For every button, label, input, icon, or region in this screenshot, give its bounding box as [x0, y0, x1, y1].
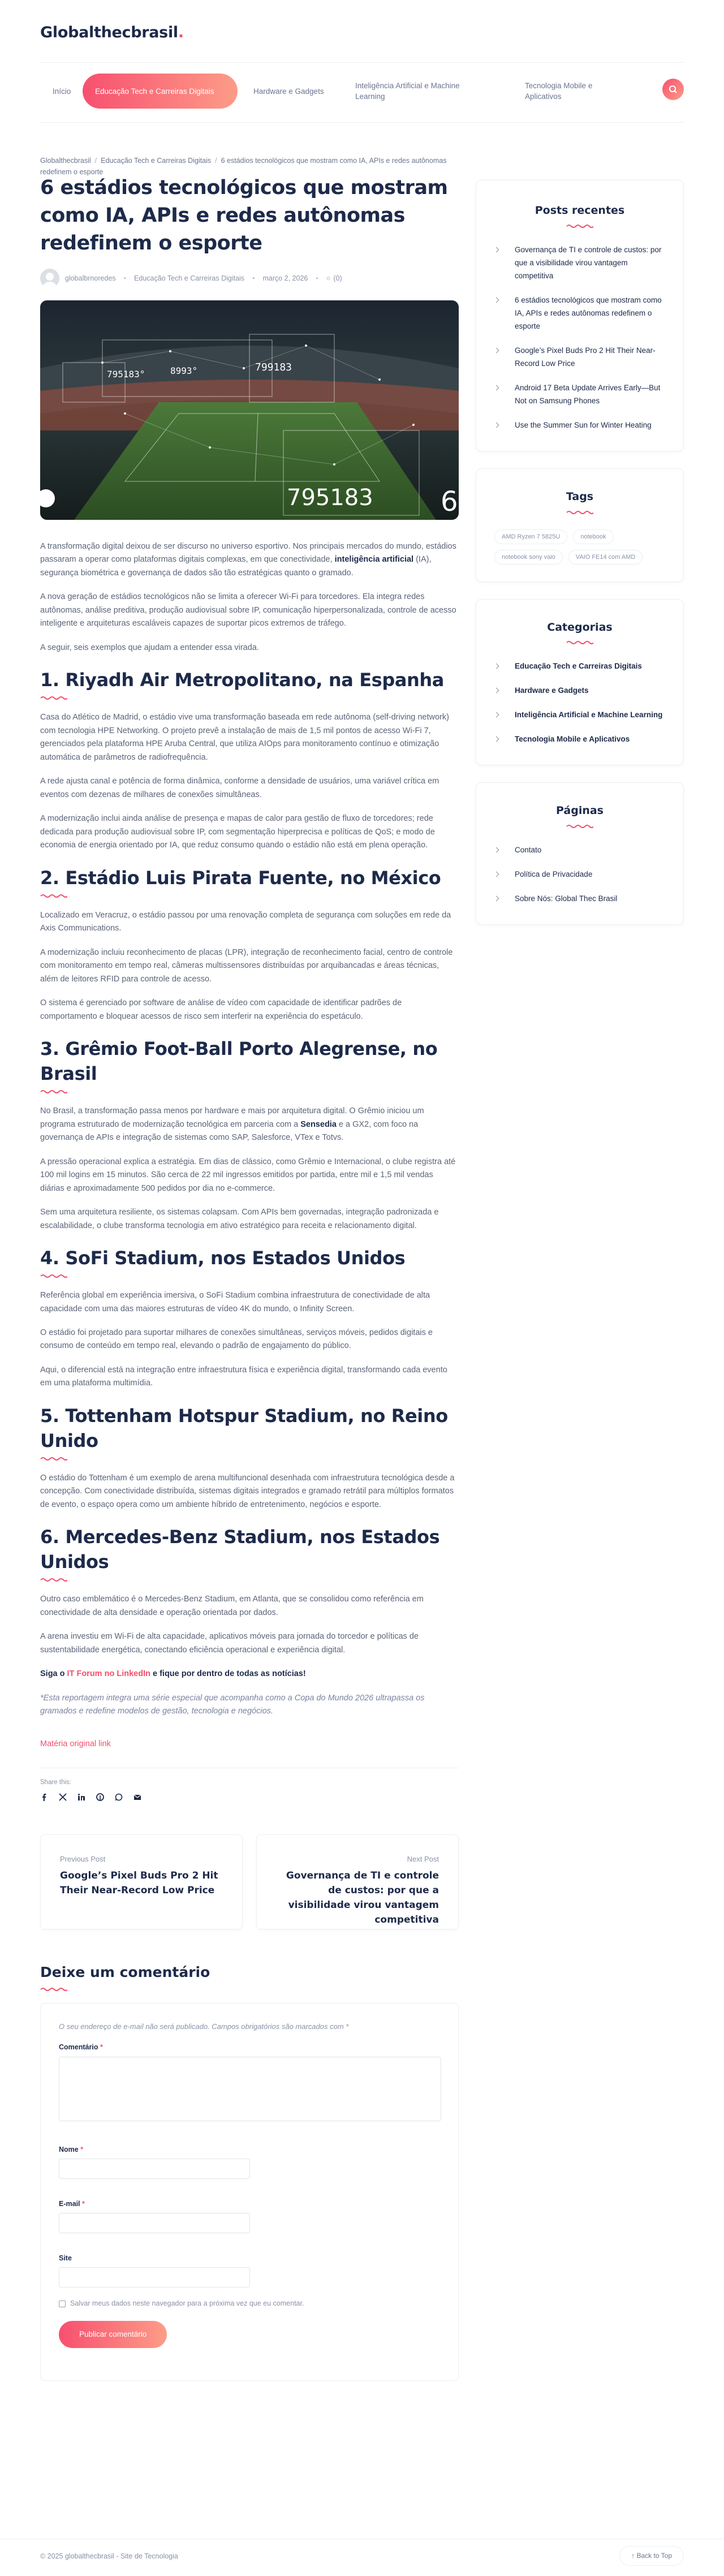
pages-title: Páginas [555, 804, 604, 817]
submit-comment-button[interactable]: Publicar comentário [59, 2321, 167, 2348]
series-note: *Esta reportagem integra uma série especial que acompanha como a Copa do Mundo 2026 ultrapassa os gramados e redefine modelos de gestão, tecnologia e negócios. [40, 1693, 425, 1716]
linkedin-link[interactable]: IT Forum no LinkedIn [67, 1669, 150, 1679]
avatar [40, 269, 59, 288]
paragraph: O estádio do Tottenham é um exemplo de arena multifuncional desenhada com infraestrutura tecnológica desde a concepção. Com conectividade distribuída, sistemas digitais integrados e gramado retrátil para múltiplos formatos de evento, o espaço opera como um ambiente híbrido de entretenimento, negócios e esporte. [40, 1473, 455, 1509]
section-heading: 1. Riyadh Air Metropolitano, na Espanha [40, 669, 444, 691]
tags-widget [476, 468, 684, 582]
breadcrumb-home[interactable]: Globalthecbrasil [40, 157, 91, 165]
category-item[interactable]: Educação Tech e Carreiras Digitais [494, 660, 665, 673]
sensedia-link[interactable]: Sensedia [300, 1119, 337, 1129]
recent-posts-list [494, 243, 665, 432]
x-icon[interactable] [59, 1793, 67, 1801]
tag-link[interactable]: VAIO FE14 com AMD [568, 550, 643, 565]
section-heading: 3. Grêmio Foot-Ball Porto Alegrense, no Brasil [40, 1038, 438, 1085]
recent-post-item[interactable]: Android 17 Beta Update Arrives Early—But Not on Samsung Phones [494, 381, 665, 407]
paragraph: Outro caso emblemático é o Mercedes-Benz Stadium, em Atlanta, que se consolidou como referência em conectividade de alta densidade e operação orientada por dados. [40, 1595, 424, 1617]
paragraph: Casa do Atlético de Madrid, o estádio vive uma transformação baseada em rede autônoma (self-driving network) com tecnologia HPE Networking. O projeto prevê a instalação de mais de 1,5 mil pontos de acesso Wi-Fi 7, gerenciados pela plataforma HPE Aruba Central, que utiliza AIOps para monitoramento contínuo e otimização automática de parâmetros de radiofrequência. [40, 713, 449, 762]
comment-count[interactable]: (0) [333, 274, 342, 282]
paragraph: A transformação digital deixou de ser discurso no universo esportivo. Nos principais mercados do mundo, estádios passaram a operar como plataformas digitais complexas, em que conectividade, inteligência artificial (IA), segurança biométrica e governança de dados são tão estratégicas quanto o gramado. [40, 542, 456, 578]
recent-posts-widget [476, 180, 684, 451]
pinterest-icon[interactable] [96, 1793, 104, 1801]
hero-tag-3: 799183 [255, 361, 292, 373]
heading-squiggle [566, 824, 593, 829]
heading-squiggle [566, 640, 593, 645]
follow-cta: Siga o IT Forum no LinkedIn e fique por dentro de todas as notícias! [40, 1669, 306, 1679]
breadcrumb-category[interactable]: Educação Tech e Carreiras Digitais [101, 157, 212, 165]
previous-post-card[interactable] [40, 1834, 243, 1929]
comment-form [40, 2003, 459, 2381]
nav-item-hardware[interactable]: Hardware e Gadgets [253, 87, 324, 96]
paragraph: A modernização incluiu reconhecimento de placas (LPR), integração de reconhecimento facial, centro de controle com monitoramento em tempo real, câmeras multissensores distribuídas por arquibancadas e áreas técnicas, além de leitores RFID para controle de acesso. [40, 947, 453, 984]
author-link[interactable]: globalbrnoredes [65, 274, 116, 282]
heading-squiggle [40, 1274, 67, 1278]
chevron-right-icon [494, 297, 499, 303]
tag-link[interactable]: AMD Ryzen 7 5825U [494, 529, 567, 544]
site-logo[interactable]: Globalthecbrasil. [40, 24, 184, 41]
next-post-title: Governança de TI e controle de custos: por que a visibilidade virou vantagem competitiva [286, 1869, 439, 1925]
previous-post-label: Previous Post [60, 1854, 106, 1863]
section-heading: 5. Tottenham Hotspur Stadium, no Reino Unido [40, 1405, 448, 1451]
copyright: © 2025 globalthecbrasil - Site de Tecnologia [40, 2552, 178, 2560]
chevron-right-icon [494, 664, 499, 669]
next-post-card[interactable] [256, 1834, 459, 1929]
heading-squiggle [566, 224, 593, 229]
recent-post-item[interactable]: Google’s Pixel Buds Pro 2 Hit Their Near-Record Low Price [494, 344, 665, 370]
categories-title: Categorias [547, 621, 613, 634]
chevron-right-icon [494, 712, 499, 718]
tags-title: Tags [566, 490, 594, 503]
share-label: Share this: [40, 1779, 71, 1786]
save-info-label: Salvar meus dados neste navegador para a próxima vez que eu comentar. [70, 2299, 304, 2308]
section-heading: 4. SoFi Stadium, nos Estados Unidos [40, 1247, 406, 1269]
hero-number: 795183 [287, 485, 373, 511]
paragraph: Localizado em Veracruz, o estádio passou por uma renovação completa de segurança com soluções em rede da Axis Communications. [40, 910, 451, 933]
paragraph: No Brasil, a transformação passa menos por hardware e mais por arquitetura digital. O Grêmio iniciou um programa estruturado de modernização tecnológica em parceria com a Sensedia e a GX2, com foco na governança de APIs e integração de sistemas como SAP, Salesforce, VTex e Totvs. [40, 1106, 424, 1143]
site-label: Site [59, 2254, 72, 2263]
email-icon[interactable] [133, 1793, 141, 1801]
chevron-right-icon [494, 347, 499, 353]
tag-cloud [494, 529, 665, 565]
chevron-right-icon [494, 847, 499, 853]
paragraph: A arena investiu em Wi-Fi de alta capacidade, aplicativos móveis para jornada do torcedor e políticas de sustentabilidade energética, conectando eficiência operacional e experiência digital. [40, 1632, 419, 1655]
comments-heading: Deixe um comentário [40, 1963, 210, 1980]
chevron-right-icon [494, 736, 499, 742]
comment-icon: ○ [326, 274, 331, 282]
next-post-label: Next Post [407, 1854, 439, 1863]
nav-item-ia[interactable]: Inteligência Artificial e Machine Learning [355, 81, 460, 101]
categories-widget [476, 599, 684, 766]
hero-number-6: 6 [441, 486, 458, 518]
paragraph: O sistema é gerenciado por software de análise de vídeo com capacidade de identificar padrões de comportamento e bloquear acessos de risco sem interferir na experiência do espetáculo. [40, 998, 402, 1021]
name-label: Nome * [59, 2145, 84, 2153]
heading-squiggle [40, 1089, 67, 1094]
post-meta: globalbrnoredes • Educação Tech e Carreiras Digitais • março 2, 2026 • ○ (0) [40, 269, 459, 288]
category-link[interactable]: Educação Tech e Carreiras Digitais [134, 274, 245, 282]
post-navigation [40, 1834, 459, 1929]
source-link[interactable]: Matéria original link [40, 1739, 111, 1748]
section-heading: 2. Estádio Luis Pirata Fuente, no México [40, 867, 441, 889]
paragraph: O estádio foi projetado para suportar milhares de conexões simultâneas, serviços móveis, pedidos digitais e consumo de conteúdo em tempo real, elevando o padrão de engajamento do público. [40, 1328, 433, 1351]
heading-squiggle [40, 1578, 67, 1582]
tag-link[interactable]: notebook [573, 529, 613, 544]
nav-item-inicio[interactable]: Início [53, 87, 71, 96]
paragraph: A nova geração de estádios tecnológicos não se limita a oferecer Wi-Fi para torcedores. Ela integra redes autônomas, análise preditiva, produção audiovisual sobre IP, comunicação hiperpersonalizada, controle de acesso inteligente e arquiteturas escaláveis capazes de suportar picos extremos de tráfego. [40, 592, 456, 628]
email-label: E-mail * [59, 2199, 85, 2208]
save-info-checkbox[interactable] [59, 2301, 66, 2307]
chevron-right-icon [494, 688, 499, 693]
paragraph: A pressão operacional explica a estratégia. Em dias de clássico, como Grêmio e Internacional, o clube registra até 100 mil logins em 15 minutos. São cerca de 22 mil ingressos emitidos por partida, entre mil e 1,5 mil vendas diárias e aproximadamente 500 pedidos por dia no e-commerce. [40, 1157, 456, 1193]
heading-squiggle [40, 1987, 67, 1992]
comment-textarea[interactable] [59, 2057, 441, 2121]
page-item[interactable]: Política de Privacidade [494, 868, 665, 881]
recent-posts-title: Posts recentes [535, 204, 625, 217]
page-title: 6 estádios tecnológicos que mostram como IA, APIs e redes autônomas redefinem o esporte [40, 176, 448, 255]
tag-link[interactable]: notebook sony vaio [494, 550, 563, 565]
email-field[interactable] [59, 2213, 250, 2233]
facebook-icon[interactable] [40, 1793, 48, 1801]
recent-post-item[interactable]: Use the Summer Sun for Winter Heating [494, 419, 665, 432]
pages-list [494, 843, 665, 905]
hero-tag-1: 795183° [107, 369, 145, 380]
comment-form-note: O seu endereço de e-mail não será publicado. Campos obrigatórios são marcados com * [59, 2022, 349, 2031]
section-heading: 6. Mercedes-Benz Stadium, nos Estados Unidos [40, 1526, 440, 1573]
sidebar [476, 180, 684, 942]
pages-widget [476, 782, 684, 925]
paragraph: Aqui, o diferencial está na integração entre infraestrutura física e experiência digital, transformando cada evento em uma plataforma multimídia. [40, 1365, 447, 1388]
post-date: março 2, 2026 [262, 274, 308, 282]
category-item[interactable]: Tecnologia Mobile e Aplicativos [494, 733, 665, 746]
comment-label: Comentário * [59, 2043, 103, 2052]
paragraph: A rede ajusta canal e potência de forma dinâmica, conforme a densidade de usuários, uma variável crítica em eventos com dezenas de milhares de conexões simultâneas. [40, 777, 439, 799]
name-field[interactable] [59, 2159, 250, 2179]
paragraph: A modernização inclui ainda análise de presença e mapas de calor para gestão de fluxo de torcedores; rede dedicada para produção audiovisual sobre IP, com segmentação hiperprecisa e políticas de QoS; e modo de economia de energia orientado por IA, que reduz consumo quando o estádio não está em plena operação. [40, 814, 435, 850]
paragraph: A seguir, seis exemplos que ajudam a entender essa virada. [40, 643, 259, 652]
heading-squiggle [40, 894, 67, 898]
paragraph: Referência global em experiência imersiva, o SoFi Stadium combina infraestrutura de conectividade de alta capacidade com uma das maiores estruturas de vídeo 4K do mundo, o Infinity Screen. [40, 1291, 430, 1313]
nav-item-educacao[interactable]: Educação Tech e Carreiras Digitais [83, 74, 238, 109]
heading-squiggle [40, 1457, 67, 1461]
site-field[interactable] [59, 2267, 250, 2288]
chevron-right-icon [494, 422, 499, 428]
page-item[interactable]: Sobre Nós: Global Thec Brasil [494, 892, 665, 905]
chevron-right-icon [494, 872, 499, 877]
hero-image [40, 300, 459, 520]
category-item[interactable]: Inteligência Artificial e Machine Learning [494, 708, 665, 721]
save-info-row [59, 2298, 440, 2309]
recent-post-item[interactable]: Governança de TI e controle de custos: por que a visibilidade virou vantagem competitiva [494, 243, 665, 282]
previous-post-title: Google’s Pixel Buds Pro 2 Hit Their Near-Record Low Price [60, 1869, 218, 1896]
heading-squiggle [566, 510, 593, 515]
article-body [40, 540, 459, 1751]
heading-squiggle [40, 696, 67, 700]
category-item[interactable]: Hardware e Gadgets [494, 684, 665, 697]
linkedin-icon[interactable] [77, 1793, 85, 1801]
article-main [40, 155, 459, 2381]
paragraph: Sem uma arquitetura resiliente, os sistemas colapsam. Com APIs bem governadas, integração padronizada e escalabilidade, o clube transforma tecnologia em ativo estratégico para receita e relacionamento digital. [40, 1208, 439, 1230]
page-item[interactable]: Contato [494, 843, 665, 856]
nav-item-mobile[interactable]: Tecnologia Mobile e Aplicativos [525, 81, 593, 101]
categories-list [494, 660, 665, 746]
breadcrumb: Globalthecbrasil / Educação Tech e Carreiras Digitais / 6 estádios tecnológicos que mostram como IA, APIs e redes autônomas redefinem o esporte [40, 157, 447, 176]
recent-post-item[interactable]: 6 estádios tecnológicos que mostram como IA, APIs e redes autônomas redefinem o esporte [494, 294, 665, 333]
chevron-right-icon [494, 247, 499, 252]
share-bar [40, 1793, 459, 1802]
breadcrumb-current: 6 estádios tecnológicos que mostram como IA, APIs e redes autônomas redefinem o esporte [40, 157, 447, 176]
hero-tag-2: 8993° [170, 365, 198, 376]
site-footer [0, 2539, 724, 2575]
chevron-right-icon [494, 896, 499, 902]
back-to-top-button[interactable]: ↑ Back to Top [619, 2546, 684, 2566]
chevron-right-icon [494, 385, 499, 390]
whatsapp-icon[interactable] [115, 1793, 123, 1801]
